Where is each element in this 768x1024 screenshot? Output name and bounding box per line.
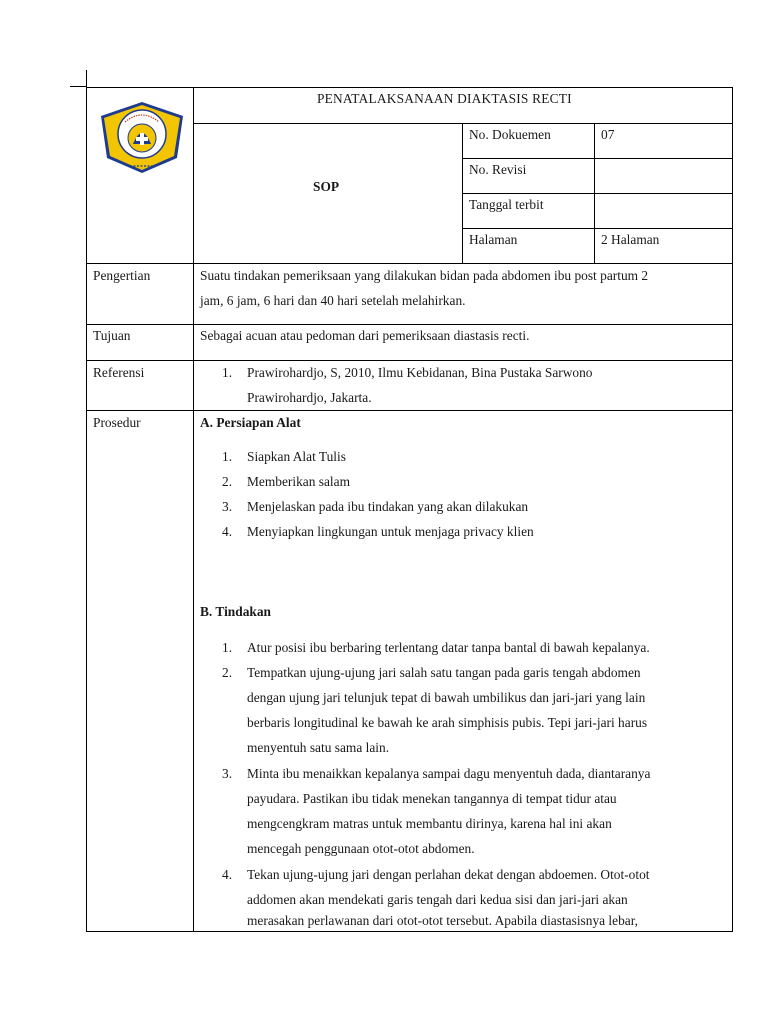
meta-label-revision: No. Revisi: [469, 162, 527, 177]
reference-text-line: Prawirohardjo, Jakarta.: [247, 390, 372, 405]
meta-label-pages: Halaman: [469, 232, 518, 247]
action-item-line: merasakan perlawanan dari otot-otot tersebut. Apabila diastasisnya lebar,: [247, 913, 639, 928]
document-title: PENATALAKSANAAN DIAKTASIS RECTI: [317, 91, 572, 106]
institution-seal-icon: [97, 100, 187, 175]
row-divider: [87, 410, 733, 411]
preparation-item: Menyiapkan lingkungan untuk menjaga privacy klien: [247, 524, 534, 539]
action-item-line: Minta ibu menaikkan kepalanya sampai dagu menyentuh dada, diantaranya: [247, 766, 651, 781]
section-label-purpose: Tujuan: [93, 328, 131, 343]
crop-mark: [70, 86, 87, 87]
reference-text-line: Prawirohardjo, S, 2010, Ilmu Kebidanan, Bina Pustaka Sarwono: [247, 365, 593, 380]
preparation-item-number: 1.: [222, 449, 233, 464]
action-item-number: 2.: [222, 665, 233, 680]
definition-text-line: Suatu tindakan pemeriksaan yang dilakukan bidan pada abdomen ibu post partum 2: [200, 268, 649, 283]
action-item-number: 1.: [222, 640, 233, 655]
preparation-item-number: 4.: [222, 524, 233, 539]
preparation-item: Memberikan salam: [247, 474, 350, 489]
meta-label-issue-date: Tanggal terbit: [469, 197, 544, 212]
sop-label: SOP: [313, 179, 340, 194]
action-item-line: addomen akan mendekati garis tengah dari kedua sisi dan jari-jari akan: [247, 892, 628, 907]
preparation-item-number: 3.: [222, 499, 233, 514]
action-item-line: payudara. Pastikan ibu tidak menekan tangannya di tempat tidur atau: [247, 791, 617, 806]
section-label-procedure: Prosedur: [93, 415, 141, 430]
action-item-line: Atur posisi ibu berbaring terlentang datar tanpa bantal di bawah kepalanya.: [247, 640, 650, 655]
action-item-number: 3.: [222, 766, 233, 781]
preparation-heading: A. Persiapan Alat: [200, 415, 301, 430]
preparation-item: Siapkan Alat Tulis: [247, 449, 346, 464]
meta-label-document-no: No. Dokuemen: [469, 127, 551, 142]
action-item-line: mencegah penggunaan otot-otot abdomen.: [247, 841, 475, 856]
row-divider: [193, 123, 733, 124]
action-item-line: Tekan ujung-ujung jari dengan perlahan dekat dengan abdoemen. Otot-otot: [247, 867, 650, 882]
reference-number: 1.: [222, 365, 233, 380]
purpose-text-line: Sebagai acuan atau pedoman dari pemeriksaan diastasis recti.: [200, 328, 530, 343]
meta-value-document-no: 07: [601, 127, 615, 142]
crop-mark: [86, 70, 87, 87]
section-label-definition: Pengertian: [93, 268, 151, 283]
action-item-number: 4.: [222, 867, 233, 882]
action-item-line: menyentuh satu sama lain.: [247, 740, 390, 755]
section-label-reference: Referensi: [93, 365, 145, 380]
column-divider: [193, 88, 194, 932]
action-item-line: mengcengkram matras untuk membantu dirinya, karena hal ini akan: [247, 816, 612, 831]
sop-table: [86, 87, 733, 932]
preparation-item-number: 2.: [222, 474, 233, 489]
action-item-line: berbaris longitudinal ke bawah ke arah simphisis pubis. Tepi jari-jari harus: [247, 715, 648, 730]
action-heading: B. Tindakan: [200, 604, 271, 619]
definition-text-line: jam, 6 jam, 6 hari dan 40 hari setelah melahirkan.: [200, 293, 466, 308]
meta-value-pages: 2 Halaman: [601, 232, 660, 247]
preparation-item: Menjelaskan pada ibu tindakan yang akan dilakukan: [247, 499, 529, 514]
action-item-line: Tempatkan ujung-ujung jari salah satu tangan pada garis tengah abdomen: [247, 665, 641, 680]
seal-cross: [136, 137, 148, 141]
action-item-line: dengan ujung jari telunjuk tepat di bawah umbilikus dan jari-jari yang lain: [247, 690, 646, 705]
